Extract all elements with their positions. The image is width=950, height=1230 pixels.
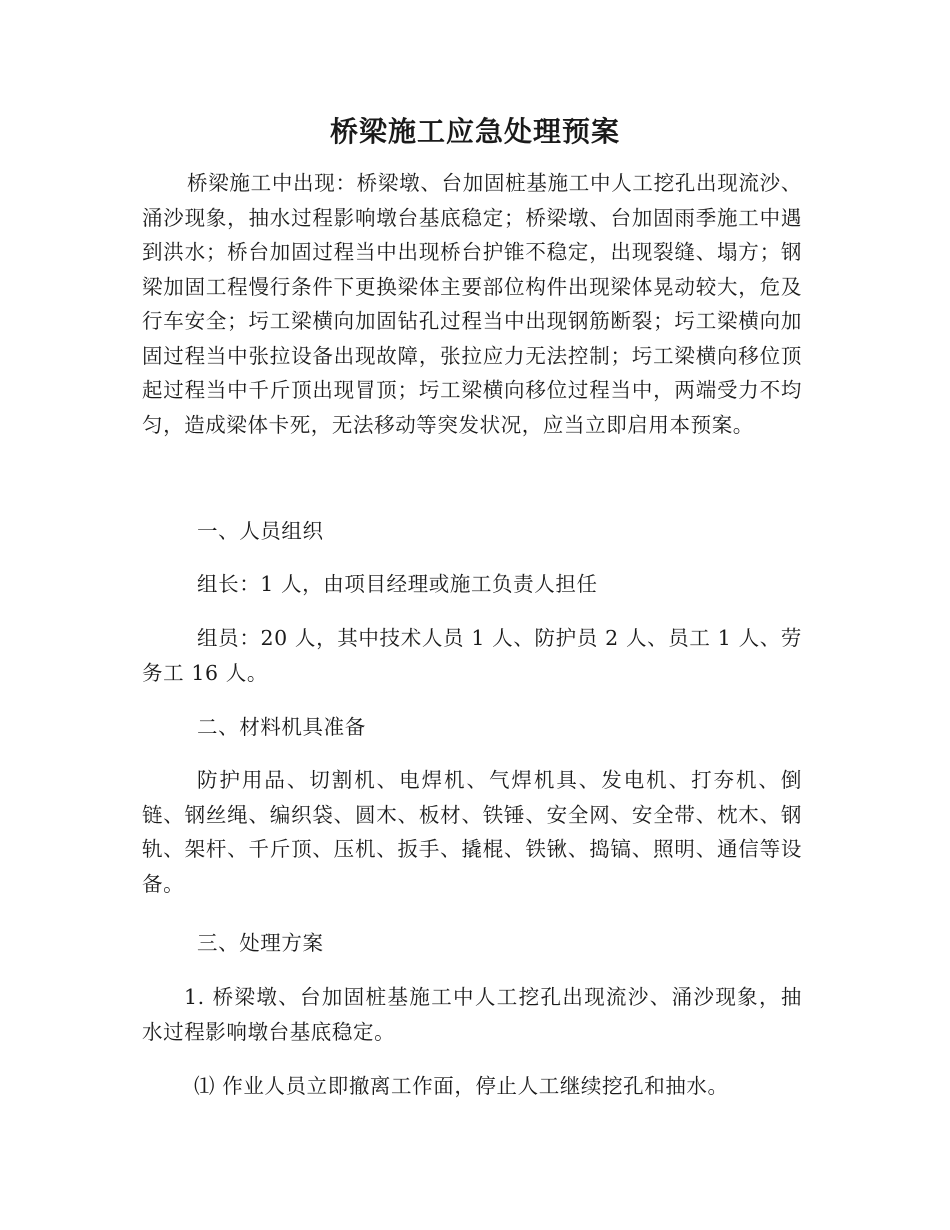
section-heading-materials: 二、材料机具准备 xyxy=(197,715,366,739)
document-title: 桥梁施工应急处理预案 xyxy=(329,115,620,148)
leader-line: 组长：1 人，由项目经理或施工负责人担任 xyxy=(197,572,598,596)
section-heading-plan: 三、处理方案 xyxy=(197,931,324,955)
plan-item-1: 1. 桥梁墩、台加固桩基施工中人工挖孔出现流沙、涌沙现象，抽水过程影响墩台基底稳定。 xyxy=(142,985,802,1044)
equipment-paragraph: 防护用品、切割机、电焊机、气焊机具、发电机、打夯机、倒链、钢丝绳、编织袋、圆木、板材、铁锤、安全网、安全带、枕木、钢轨、架杆、千斤顶、压机、扳手、撬棍、铁锹、捣镐、照明、通信等设备。 xyxy=(142,768,802,896)
plan-item-1-sub-1: ⑴ 作业人员立即撤离工作面，停止人工继续挖孔和抽水。 xyxy=(194,1074,729,1098)
section-heading-personnel: 一、人员组织 xyxy=(197,519,324,543)
members-paragraph: 组员：20 人，其中技术人员 1 人、防护员 2 人、员工 1 人、劳务工 16 人。 xyxy=(142,626,802,685)
intro-paragraph: 桥梁施工中出现：桥梁墩、台加固桩基施工中人工挖孔出现流沙、涌沙现象，抽水过程影响墩台基底稳定；桥梁墩、台加固雨季施工中遇到洪水；桥台加固过程当中出现桥台护锥不稳定，出现裂缝、塌方；钢梁加固工程慢行条件下更换梁体主要部位构件出现梁体晃动较大，危及行车安全；圬工梁横向加固钻孔过程当中出现钢筋断裂；圬工梁横向加固过程当中张拉设备出现故障，张拉应力无法控制；圬工梁横向移位顶起过程当中千斤顶出现冒顶；圬工梁横向移位过程当中，两端受力不均匀，造成梁体卡死，无法移动等突发状况，应当立即启用本预案。 xyxy=(142,171,802,437)
